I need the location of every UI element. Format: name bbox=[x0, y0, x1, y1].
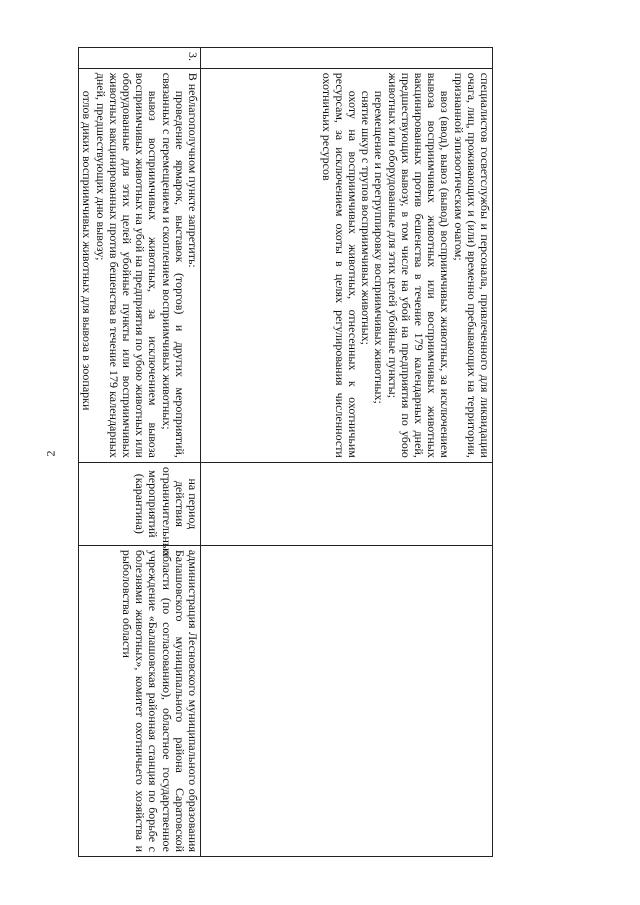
action-item: снятие шкур с трупов восприимчивых животных; bbox=[359, 90, 374, 345]
row-number-cell bbox=[201, 48, 493, 69]
actions-cell bbox=[201, 68, 493, 462]
rotated-page bbox=[80, 47, 493, 857]
action-item: проведение ярмарок, выставок (торгов) и других мероприятий, связанных с перемещением и скоплением восприимчивых животных; bbox=[159, 72, 187, 458]
actions-cell bbox=[79, 68, 201, 462]
action-item: ввоз (ввод), вывоз (вывод) восприимчивых животных, за исключением вывоза восприимчивых животных или восприимчивых животных вакцинированных против бешенства в течение 179 календарных дней, предшествующих вывозу, в том числе на убой на предприятия по убою животных или оборудованные для этих целей убойные пункты; bbox=[385, 72, 453, 458]
table-row bbox=[201, 48, 493, 857]
action-item: специалистов госветслужбы и персонала, привлеченного для ликвидации очага, лиц, проживающих и (или) временно пребывающих на территории, признанной эпизоотическим очагом; bbox=[451, 72, 492, 458]
term-cell bbox=[201, 462, 493, 545]
row-number-cell: 3. bbox=[79, 48, 201, 69]
page-number: 2 bbox=[43, 450, 58, 457]
measures-table bbox=[78, 47, 493, 857]
action-item: В неблагополучном пункте запретить: bbox=[186, 72, 200, 268]
responsible-cell: администрация Лесновского муниципального образования Балашовского муниципального района Саратовской области (по согласованию), областное государственное учреждение «Балашовская районная станция по борьбе с болезнями животных», комитет охотничьего хозяйства и рыболовства области bbox=[79, 545, 201, 856]
responsible-cell bbox=[201, 545, 493, 856]
term-cell: на период действия ограничительных мероприятий (карантина) bbox=[79, 462, 201, 545]
action-item: перемещение и перегруппировку восприимчивых животных; bbox=[372, 90, 387, 404]
action-item: вывоз восприимчивых животных, за исключением вывоза восприимчивых животных на убой на предприятия по убою животных или оборудованные для этих целей убойные пункты или восприимчивых животных вакцинированных против бешенства в течение 179 календарных дней, предшествующих дню вывозу; bbox=[93, 72, 161, 458]
action-item: отлов диких восприимчивых животных для вывоза в зоопарки bbox=[80, 90, 95, 411]
action-item: охоту на восприимчивых животных, отнесенных к охотничьим ресурсам, за исключением охоты в целях регулирования численности охотничьих ресурсов bbox=[319, 72, 360, 458]
table-row bbox=[79, 48, 201, 857]
